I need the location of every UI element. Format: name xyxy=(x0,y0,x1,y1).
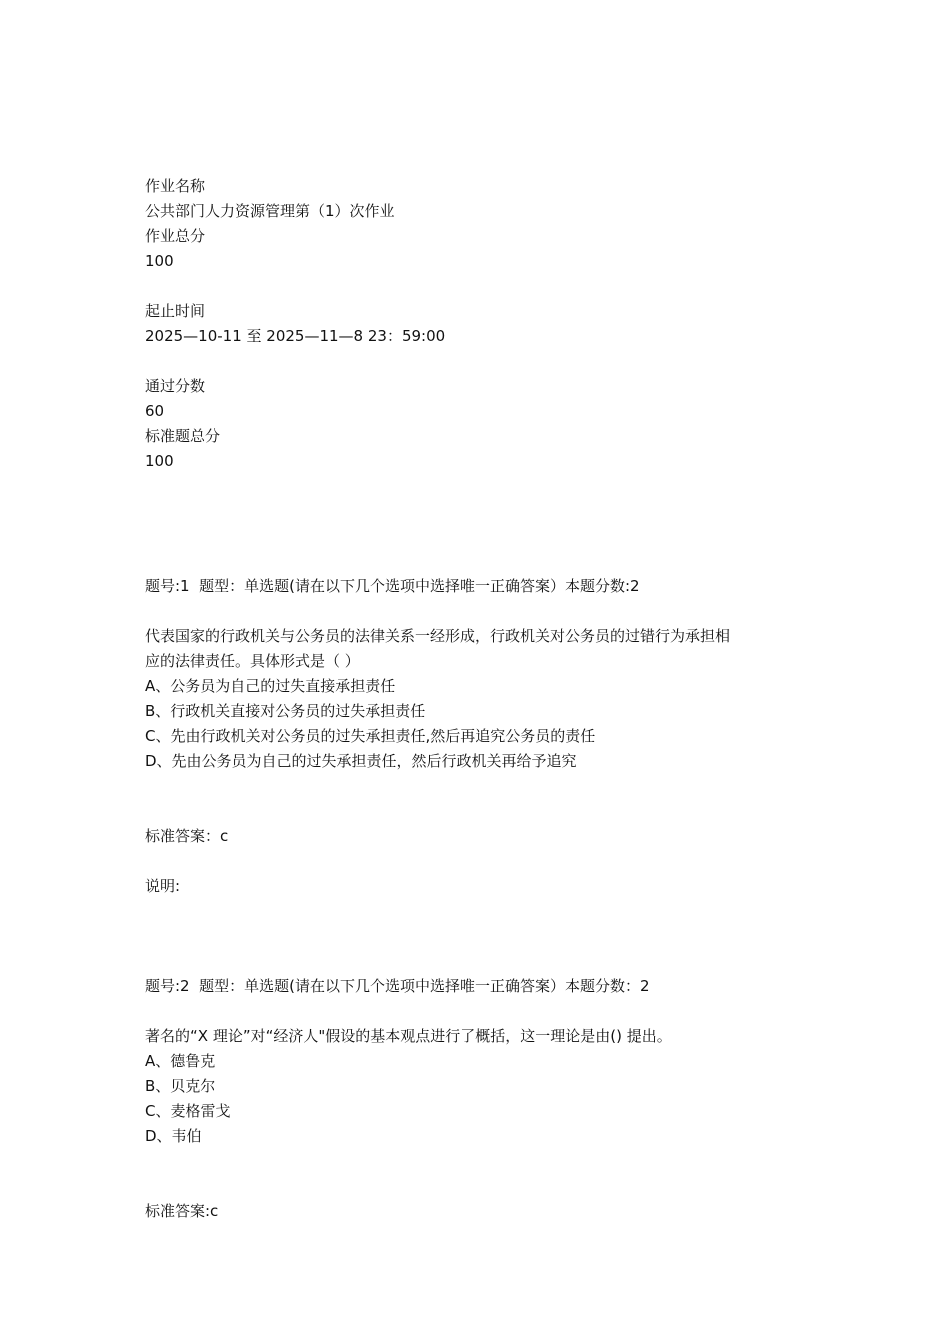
question-2 xyxy=(145,974,825,1224)
spacer xyxy=(145,999,825,1024)
standard-total-label: 标准题总分 xyxy=(145,427,221,445)
question-stem-line: 代表国家的行政机关与公务员的法律关系一经形成，行政机关对公务员的过错行为承担相 xyxy=(145,627,731,645)
standard-total-value: 100 xyxy=(145,452,174,470)
question-stem-line: 应的法律责任。具体形式是（ ） xyxy=(145,652,360,670)
option-b: B、行政机关直接对公务员的过失承担责任 xyxy=(145,702,426,720)
option-d: D、韦伯 xyxy=(145,1127,202,1145)
homework-total-label: 作业总分 xyxy=(145,227,206,245)
spacer xyxy=(145,899,825,949)
pass-score-value: 60 xyxy=(145,402,165,420)
explanation-label: 说明: xyxy=(145,877,181,895)
time-range-value: 2025—10-11 至 2025—11—8 23：59:00 xyxy=(145,327,446,345)
document-page xyxy=(145,174,825,1224)
standard-answer: 标准答案：c xyxy=(145,827,229,845)
spacer xyxy=(145,949,825,974)
spacer xyxy=(145,774,825,824)
homework-name-label: 作业名称 xyxy=(145,177,206,195)
question-meta: 题号:1 题型：单选题(请在以下几个选项中选择唯一正确答案）本题分数:2 xyxy=(145,577,640,595)
option-c: C、麦格雷戈 xyxy=(145,1102,231,1120)
spacer xyxy=(145,849,825,874)
homework-total-value: 100 xyxy=(145,252,174,270)
spacer xyxy=(145,1149,825,1199)
question-stem-line: 著名的“X 理论”对“经济人"假设的基本观点进行了概括，这一理论是由() 提出。 xyxy=(145,1027,672,1045)
spacer xyxy=(145,349,825,374)
spacer xyxy=(145,474,825,574)
spacer xyxy=(145,599,825,624)
standard-answer: 标准答案:c xyxy=(145,1202,219,1220)
question-meta: 题号:2 题型：单选题(请在以下几个选项中选择唯一正确答案）本题分数：2 xyxy=(145,977,650,995)
option-b: B、贝克尔 xyxy=(145,1077,216,1095)
pass-score-label: 通过分数 xyxy=(145,377,206,395)
homework-name-value: 公共部门人力资源管理第（1）次作业 xyxy=(145,202,395,220)
option-c: C、先由行政机关对公务员的过失承担责任,然后再追究公务员的责任 xyxy=(145,727,596,745)
question-1 xyxy=(145,574,825,899)
option-a: A、德鲁克 xyxy=(145,1052,216,1070)
option-a: A、公务员为自己的过失直接承担责任 xyxy=(145,677,396,695)
time-range-label: 起止时间 xyxy=(145,302,206,320)
option-d: D、先由公务员为自己的过失承担责任，然后行政机关再给予追究 xyxy=(145,752,577,770)
spacer xyxy=(145,274,825,299)
